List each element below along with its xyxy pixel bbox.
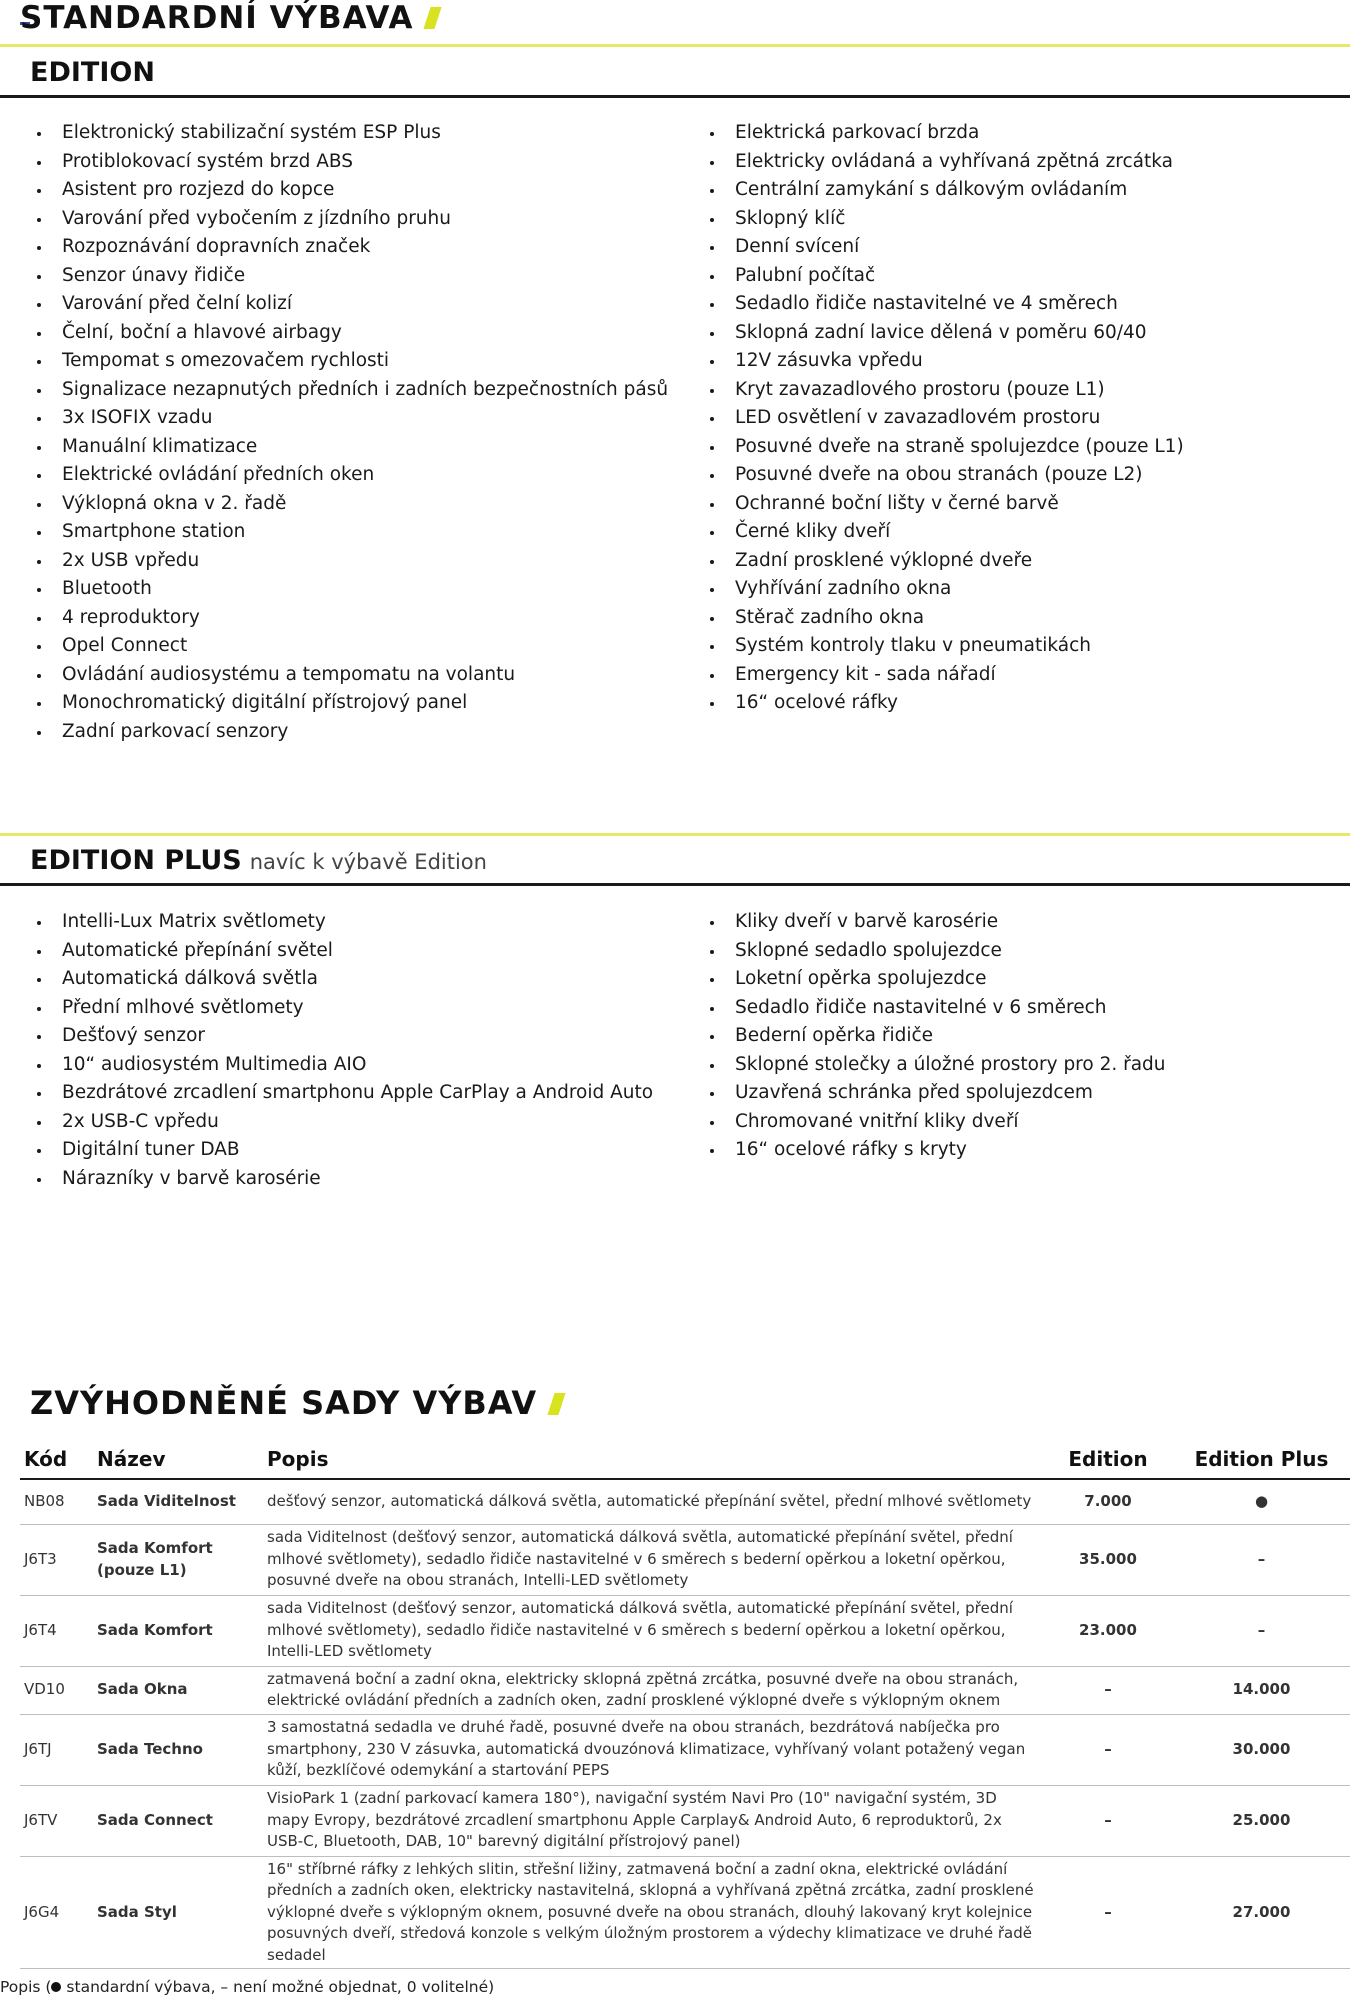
- sets-table: [20, 1444, 1350, 1969]
- desc-cell: dešťový senzor, automatická dálková světla, automatické přepínání světel, přední mlhové světlomety: [263, 1479, 1043, 1524]
- table-row: [20, 1785, 1350, 1856]
- page-title: [20, 0, 438, 36]
- list-item: Posuvné dveře na straně spolujezdce (pouze L1): [703, 433, 1184, 462]
- desc-cell: sada Viditelnost (dešťový senzor, automatická dálková světla, automatické přepínání světel, přední mlhové světlomety), sedadlo řidiče nastavitelné v 6 směrech s bederní opěrkou a loketní opěrkou, Intelli-LED světlomety: [263, 1595, 1043, 1666]
- list-item: Přední mlhové světlomety: [30, 994, 653, 1023]
- list-item: Automatická dálková světla: [30, 965, 653, 994]
- list-item: Asistent pro rozjezd do kopce: [30, 176, 668, 205]
- list-item: Sklopné stolečky a úložné prostory pro 2. řadu: [703, 1051, 1166, 1080]
- edition-plus-price-cell: 14.000: [1173, 1666, 1350, 1714]
- table-row: [20, 1524, 1350, 1595]
- list-item: 10“ audiosystém Multimedia AIO: [30, 1051, 653, 1080]
- list-item: 16“ ocelové ráfky: [703, 689, 1184, 718]
- desc-cell: 3 samostatná sedadla ve druhé řadě, posuvné dveře na obou stranách, bezdrátová nabíječka pro smartphony, 230 V zásuvka, automatická dvouzónová klimatizace, vyhřívaný volant potažený vegan kůží, bezklíčové odemykání a startování PEPS: [263, 1714, 1043, 1785]
- list-item: Sedadlo řidiče nastavitelné v 6 směrech: [703, 994, 1166, 1023]
- desc-cell: 16" stříbrné ráfky z lehkých slitin, střešní ližiny, zatmavená boční a zadní okna, elektrické ovládání předních a zadních oken, elektricky nastavitelná, sklopná a vyhřívaná zpětná zrcátka, zadní prosklené výklopné dveře s výklopným oknem, posuvné dveře na obou stranách, dlouhý lakovaný kryt kolejnice posuvných dveří, středová konzole s velkým úložným prostorem a výdechy klimatizace ve druhé řadě sedadel: [263, 1856, 1043, 1969]
- sets-table-wrap: [20, 1444, 1350, 1969]
- list-item: Zadní parkovací senzory: [30, 718, 668, 747]
- list-item: Digitální tuner DAB: [30, 1136, 653, 1165]
- code-cell: J6TV: [20, 1785, 93, 1856]
- list-item: 2x USB-C vpředu: [30, 1108, 653, 1137]
- edition-plus-title: EDITION PLUS: [30, 845, 242, 876]
- col-header-name: Název: [93, 1444, 263, 1479]
- desc-cell: VisioPark 1 (zadní parkovací kamera 180°), navigační systém Navi Pro (10" navigační systém, 3D mapy Evropy, bezdrátové zrcadlení smartphonu Apple Carplay& Android Auto, 6 reproduktorů, 2x USB-C, Bluetooth, DAB, 10" barevný digitální přístrojový panel): [263, 1785, 1043, 1856]
- code-cell: J6TJ: [20, 1714, 93, 1785]
- table-row: [20, 1595, 1350, 1666]
- edition-plus-price-cell: –: [1173, 1595, 1350, 1666]
- edition-price-cell: 35.000: [1043, 1524, 1173, 1595]
- list-item: Dešťový senzor: [30, 1022, 653, 1051]
- list-item: 3x ISOFIX vzadu: [30, 404, 668, 433]
- list-item: 12V zásuvka vpředu: [703, 347, 1184, 376]
- list-item: Bluetooth: [30, 575, 668, 604]
- section-title-edition-plus: [30, 845, 487, 876]
- list-item: Elektrická parkovací brzda: [703, 119, 1184, 148]
- list-item: Emergency kit - sada nářadí: [703, 661, 1184, 690]
- list-item: Tempomat s omezovačem rychlosti: [30, 347, 668, 376]
- sets-title-text: ZVÝHODNĚNÉ SADY VÝBAV: [30, 1384, 538, 1422]
- code-cell: J6G4: [20, 1856, 93, 1969]
- list-item: Opel Connect: [30, 632, 668, 661]
- list-item: Sklopný klíč: [703, 205, 1184, 234]
- edition-list-left: [30, 119, 668, 746]
- desc-cell: sada Viditelnost (dešťový senzor, automatická dálková světla, automatické přepínání světel, přední mlhové světlomety), sedadlo řidiče nastavitelné v 6 směrech s bederní opěrkou a loketní opěrkou, posuvné dveře na obou stranách, Intelli-LED světlomety: [263, 1524, 1043, 1595]
- sets-header-row: [20, 1444, 1350, 1479]
- legend: [0, 1978, 494, 1996]
- list-item: Bederní opěrka řidiče: [703, 1022, 1166, 1051]
- list-item: Manuální klimatizace: [30, 433, 668, 462]
- edition-price-cell: –: [1043, 1714, 1173, 1785]
- list-item: 2x USB vpředu: [30, 547, 668, 576]
- code-cell: NB08: [20, 1479, 93, 1524]
- name-cell: Sada Komfort: [93, 1595, 263, 1666]
- list-item: Centrální zamykání s dálkovým ovládaním: [703, 176, 1184, 205]
- list-item: 16“ ocelové ráfky s kryty: [703, 1136, 1166, 1165]
- edition-plus-price-cell: 30.000: [1173, 1714, 1350, 1785]
- list-item: Výklopná okna v 2. řadě: [30, 490, 668, 519]
- edition-plus-top-rule: [0, 833, 1350, 836]
- table-row: [20, 1666, 1350, 1714]
- list-item: Ovládání audiosystému a tempomatu na volantu: [30, 661, 668, 690]
- header-rule: [0, 44, 1350, 47]
- col-header-edition-plus: Edition Plus: [1173, 1444, 1350, 1479]
- edition-plus-list-left: [30, 908, 653, 1193]
- list-item: Sedadlo řidiče nastavitelné ve 4 směrech: [703, 290, 1184, 319]
- list-item: Palubní počítač: [703, 262, 1184, 291]
- page-title-text: STANDARDNÍ VÝBAVA: [20, 0, 414, 36]
- edition-price-cell: –: [1043, 1666, 1173, 1714]
- table-row: [20, 1856, 1350, 1969]
- edition-plus-price-cell: –: [1173, 1524, 1350, 1595]
- list-item: Senzor únavy řidiče: [30, 262, 668, 291]
- list-item: Černé kliky dveří: [703, 518, 1184, 547]
- slash-accent-icon: [548, 1393, 566, 1415]
- legend-prefix: Popis (: [0, 1978, 52, 1996]
- list-item: Sklopné sedadlo spolujezdce: [703, 937, 1166, 966]
- list-item: Monochromatický digitální přístrojový panel: [30, 689, 668, 718]
- list-item: Kliky dveří v barvě karosérie: [703, 908, 1166, 937]
- list-item: Stěrač zadního okna: [703, 604, 1184, 633]
- col-header-edition: Edition: [1043, 1444, 1173, 1479]
- section-title-edition: EDITION: [30, 57, 155, 88]
- edition-price-cell: –: [1043, 1856, 1173, 1969]
- list-item: Uzavřená schránka před spolujezdcem: [703, 1079, 1166, 1108]
- list-item: Vyhřívání zadního okna: [703, 575, 1184, 604]
- list-item: Bezdrátové zrcadlení smartphonu Apple CarPlay a Android Auto: [30, 1079, 653, 1108]
- list-item: LED osvětlení v zavazadlovém prostoru: [703, 404, 1184, 433]
- col-header-desc: Popis: [263, 1444, 1043, 1479]
- name-cell: Sada Viditelnost: [93, 1479, 263, 1524]
- edition-list-right: [703, 119, 1184, 718]
- name-cell: Sada Okna: [93, 1666, 263, 1714]
- list-item: Automatické přepínání světel: [30, 937, 653, 966]
- table-row: [20, 1714, 1350, 1785]
- code-cell: J6T4: [20, 1595, 93, 1666]
- list-item: Nárazníky v barvě karosérie: [30, 1165, 653, 1194]
- list-item: Signalizace nezapnutých předních i zadních bezpečnostních pásů: [30, 376, 668, 405]
- list-item: Kryt zavazadlového prostoru (pouze L1): [703, 376, 1184, 405]
- edition-plus-price-cell: 25.000: [1173, 1785, 1350, 1856]
- code-cell: J6T3: [20, 1524, 93, 1595]
- bullet-dot-icon: [51, 1982, 61, 1992]
- edition-plus-price-cell: 27.000: [1173, 1856, 1350, 1969]
- edition-plus-rule: [0, 883, 1350, 886]
- edition-plus-subtitle: navíc k výbavě Edition: [249, 850, 487, 874]
- list-item: Elektronický stabilizační systém ESP Plus: [30, 119, 668, 148]
- desc-cell: zatmavená boční a zadní okna, elektricky sklopná zpětná zrcátka, posuvné dveře na obou stranách, elektrické ovládání předních a zadních oken, zadní prosklené výklopné dveře s výklopným oknem: [263, 1666, 1043, 1714]
- list-item: Intelli-Lux Matrix světlomety: [30, 908, 653, 937]
- name-cell: Sada Styl: [93, 1856, 263, 1969]
- name-cell: Sada Connect: [93, 1785, 263, 1856]
- list-item: Elektrické ovládání předních oken: [30, 461, 668, 490]
- list-item: Posuvné dveře na obou stranách (pouze L2): [703, 461, 1184, 490]
- list-item: 4 reproduktory: [30, 604, 668, 633]
- table-row: [20, 1479, 1350, 1524]
- name-cell: Sada Techno: [93, 1714, 263, 1785]
- edition-price-cell: 7.000: [1043, 1479, 1173, 1524]
- list-item: Varování před čelní kolizí: [30, 290, 668, 319]
- legend-text: standardní výbava, – není možné objednat, 0 volitelné): [61, 1978, 495, 1996]
- edition-plus-price-cell: ●: [1173, 1479, 1350, 1524]
- list-item: Protiblokovací systém brzd ABS: [30, 148, 668, 177]
- list-item: Elektricky ovládaná a vyhřívaná zpětná zrcátka: [703, 148, 1184, 177]
- list-item: Rozpoznávání dopravních značek: [30, 233, 668, 262]
- slash-accent-icon: [424, 7, 442, 29]
- edition-price-cell: –: [1043, 1785, 1173, 1856]
- code-cell: VD10: [20, 1666, 93, 1714]
- list-item: Zadní prosklené výklopné dveře: [703, 547, 1184, 576]
- list-item: Smartphone station: [30, 518, 668, 547]
- list-item: Ochranné boční lišty v černé barvě: [703, 490, 1184, 519]
- list-item: Sklopná zadní lavice dělená v poměru 60/40: [703, 319, 1184, 348]
- edition-price-cell: 23.000: [1043, 1595, 1173, 1666]
- edition-plus-list-right: [703, 908, 1166, 1165]
- list-item: Loketní opěrka spolujezdce: [703, 965, 1166, 994]
- sets-title: [30, 1384, 562, 1422]
- list-item: Chromované vnitřní kliky dveří: [703, 1108, 1166, 1137]
- list-item: Systém kontroly tlaku v pneumatikách: [703, 632, 1184, 661]
- edition-rule: [0, 95, 1350, 98]
- col-header-code: Kód: [20, 1444, 93, 1479]
- list-item: Denní svícení: [703, 233, 1184, 262]
- list-item: Varování před vybočením z jízdního pruhu: [30, 205, 668, 234]
- list-item: Čelní, boční a hlavové airbagy: [30, 319, 668, 348]
- name-cell: Sada Komfort (pouze L1): [93, 1524, 263, 1595]
